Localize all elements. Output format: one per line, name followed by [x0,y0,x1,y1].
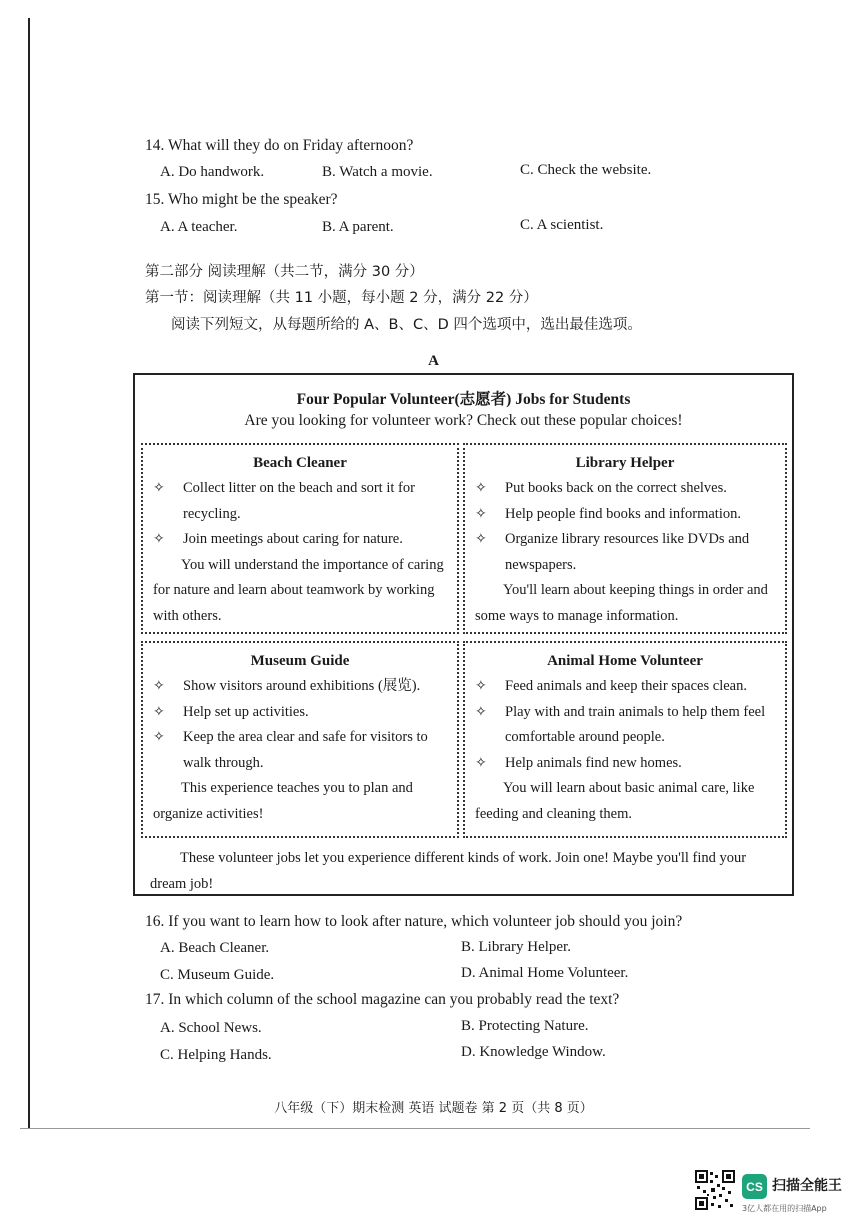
question-14-option-a: A. Do handwork. [160,164,265,180]
question-17-option-a: A. School News. [160,1020,262,1036]
question-16-option-d: D. Animal Home Volunteer. [461,965,629,981]
job-item: ✧ Feed animals and keep their spaces clean. [475,674,777,700]
job-summary: This experience teaches you to plan and organize activities! [153,780,413,822]
camscanner-tagline: 3亿人都在用的扫描App [742,1204,827,1213]
camscanner-name: 扫描全能王 [772,1178,842,1194]
job-box-beach-cleaner [141,443,459,634]
question-16-option-b: B. Library Helper. [461,939,571,955]
job-item: ✧ Organize library resources like DVDs and newspapers. [475,527,777,578]
question-16-option-a: A. Beach Cleaner. [160,940,270,956]
job-summary: You will learn about basic animal care, like feeding and cleaning them. [475,780,755,822]
job-title: Museum Guide [250,653,350,669]
question-17-option-c: C. Helping Hands. [160,1047,272,1063]
job-item: ✧ Put books back on the correct shelves. [475,476,777,502]
diamond-bullet-icon: ✧ [475,505,487,522]
job-item: ✧ Play with and train animals to help them feel comfortable around people. [475,700,777,751]
passage-letter: A [428,353,439,369]
job-summary: You'll learn about keeping things in order and some ways to manage information. [475,582,768,624]
job-item: ✧ Help animals find new homes. [475,751,777,777]
footer-divider [20,1128,810,1129]
diamond-bullet-icon: ✧ [153,729,165,745]
question-14-option-c: C. Check the website. [520,162,652,178]
question-15-option-b: B. A parent. [322,219,394,235]
diamond-bullet-icon: ✧ [153,531,165,547]
job-item: ✧ Collect litter on the beach and sort it for recycling. [153,476,449,527]
passage-title: Four Popular Volunteer(志愿者) Jobs for Students [296,391,631,408]
question-15-option-c: C. A scientist. [520,217,604,233]
diamond-bullet-icon: ✧ [153,678,165,694]
job-box-library-helper [463,443,787,634]
diamond-bullet-icon: ✧ [475,480,487,496]
binding-margin-line [28,18,30,1128]
diamond-bullet-icon: ✧ [153,703,165,720]
reading-instruction: 阅读下列短文，从每题所给的 A、B、C、D 四个选项中，选出最佳选项。 [171,317,642,333]
diamond-bullet-icon: ✧ [475,531,487,547]
question-17-option-d: D. Knowledge Window. [461,1044,606,1060]
job-box-museum-guide [141,641,459,838]
job-item: ✧ Help people find books and information. [475,502,777,528]
job-title: Animal Home Volunteer [547,653,703,669]
job-item: ✧ Keep the area clear and safe for visitors to walk through. [153,725,449,776]
job-title: Library Helper [575,455,675,471]
diamond-bullet-icon: ✧ [475,678,487,694]
qr-code-icon [695,1170,735,1210]
passage-closing: These volunteer jobs let you experience different kinds of work. Join one! Maybe you'll find your dream job! [150,850,747,892]
diamond-bullet-icon: ✧ [475,754,487,771]
job-item: ✧ Join meetings about caring for nature. [153,527,449,553]
question-16-stem: 16. If you want to learn how to look after nature, which volunteer job should you join? [145,913,683,930]
diamond-bullet-icon: ✧ [475,703,487,720]
question-15-option-a: A. A teacher. [160,219,238,235]
diamond-bullet-icon: ✧ [153,480,165,496]
question-17-option-b: B. Protecting Nature. [461,1018,589,1034]
job-item: ✧ Show visitors around exhibitions (展览). [153,674,449,700]
question-17-stem: 17. In which column of the school magazine can you probably read the text? [145,991,620,1008]
job-box-animal-home-volunteer [463,641,787,838]
question-15-stem: 15. Who might be the speaker? [145,191,338,208]
job-summary: You will understand the importance of caring for nature and learn about teamwork by working with others. [153,556,444,624]
question-14-option-b: B. Watch a movie. [322,164,433,180]
camscanner-logo-icon: CS [742,1174,767,1199]
job-item: ✧ Help set up activities. [153,700,449,726]
section-one-heading: 第一节：阅读理解（共 11 小题，每小题 2 分，满分 22 分） [145,290,538,306]
passage-frame [133,373,794,896]
part-two-heading: 第二部分 阅读理解（共二节，满分 30 分） [145,264,424,280]
passage-subtitle: Are you looking for volunteer work? Check out these popular choices! [244,412,683,429]
page-footer: 八年级（下）期末检测 英语 试题卷 第 2 页（共 8 页） [274,1101,593,1116]
question-14-stem: 14. What will they do on Friday afternoon? [145,137,414,154]
question-16-option-c: C. Museum Guide. [160,967,275,983]
job-title: Beach Cleaner [253,455,347,471]
